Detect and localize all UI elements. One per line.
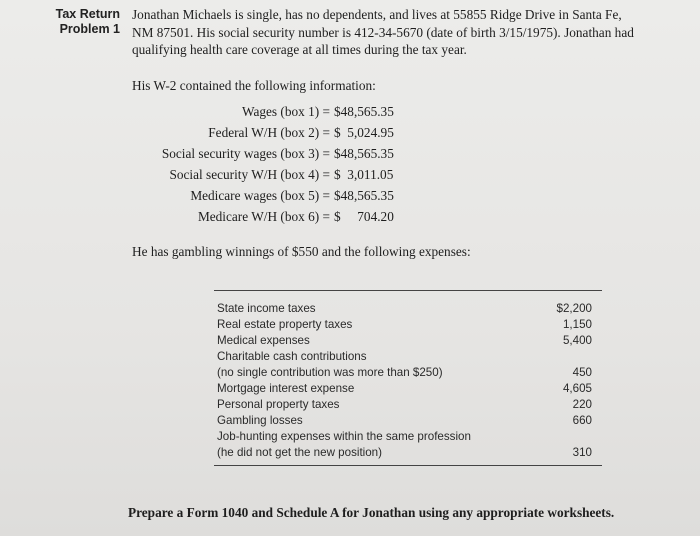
problem-label xyxy=(40,7,120,37)
w2-label: Medicare wages (box 5) = xyxy=(190,188,330,203)
w2-row xyxy=(0,104,700,124)
expense-row xyxy=(214,382,602,398)
w2-intro: His W-2 contained the following information: xyxy=(132,78,376,93)
expense-label: Medical expenses xyxy=(217,334,310,347)
w2-label: Social security W/H (box 4) = xyxy=(169,167,330,182)
w2-label: Medicare W/H (box 6) = xyxy=(197,209,330,224)
expense-amount: 5,400 xyxy=(562,334,592,347)
expense-amount: 1,150 xyxy=(562,318,592,331)
expense-label: Gambling losses xyxy=(217,414,303,427)
expenses-table xyxy=(214,290,602,466)
expense-amount: $2,200 xyxy=(556,302,592,315)
problem-label-line2: Problem 1 xyxy=(59,22,120,36)
expense-label: Mortgage interest expense xyxy=(217,382,355,395)
expense-row xyxy=(214,350,602,366)
w2-value: $48,565.35 xyxy=(334,146,394,161)
w2-value: $ 5,024.95 xyxy=(334,125,394,140)
expense-label: State income taxes xyxy=(217,302,316,315)
w2-value: $48,565.35 xyxy=(334,104,394,119)
w2-row xyxy=(0,188,700,208)
expense-amount: 660 xyxy=(572,414,592,427)
w2-row xyxy=(0,209,700,229)
expense-row xyxy=(214,414,602,430)
expense-row xyxy=(214,302,602,318)
expense-row xyxy=(214,430,602,446)
expense-label: (no single contribution was more than $250) xyxy=(217,366,443,379)
expense-row xyxy=(214,398,602,414)
expense-label: Personal property taxes xyxy=(217,398,340,411)
w2-value: $48,565.35 xyxy=(334,188,394,203)
expense-row xyxy=(214,446,602,462)
expense-label: (he did not get the new position) xyxy=(217,446,382,459)
w2-row xyxy=(0,125,700,145)
w2-value: $ 3,011.05 xyxy=(334,167,394,182)
w2-label: Federal W/H (box 2) = xyxy=(208,125,330,140)
w2-label: Social security wages (box 3) = xyxy=(161,146,330,161)
expense-amount: 220 xyxy=(572,398,592,411)
intro-line: Jonathan Michaels is single, has no dependents, and lives at 55855 Ridge Drive in Santa Fe, xyxy=(132,7,622,22)
w2-row xyxy=(0,167,700,187)
expense-row xyxy=(214,366,602,382)
w2-label: Wages (box 1) = xyxy=(241,104,330,119)
intro-line: NM 87501. His social security number is 412-34-5670 (date of birth 3/15/1975). Jonathan had xyxy=(132,24,634,40)
expense-label: Real estate property taxes xyxy=(217,318,353,331)
w2-row xyxy=(0,146,700,166)
expense-row xyxy=(214,318,602,334)
instructions-text: Prepare a Form 1040 and Schedule A for Jonathan using any appropriate worksheets. xyxy=(128,505,615,520)
w2-value: $ 704.20 xyxy=(334,209,394,224)
expense-amount: 310 xyxy=(572,446,592,459)
expense-label: Charitable cash contributions xyxy=(217,350,367,363)
expense-row xyxy=(214,334,602,350)
expense-label: Job-hunting expenses within the same profession xyxy=(217,430,471,443)
expense-amount: 450 xyxy=(572,366,592,379)
problem-label-line1: Tax Return xyxy=(55,7,120,21)
intro-line: qualifying health care coverage at all times during the tax year. xyxy=(132,42,467,57)
problem-intro xyxy=(132,6,688,59)
gambling-text: He has gambling winnings of $550 and the following expenses: xyxy=(132,244,471,259)
expense-amount: 4,605 xyxy=(562,382,592,395)
